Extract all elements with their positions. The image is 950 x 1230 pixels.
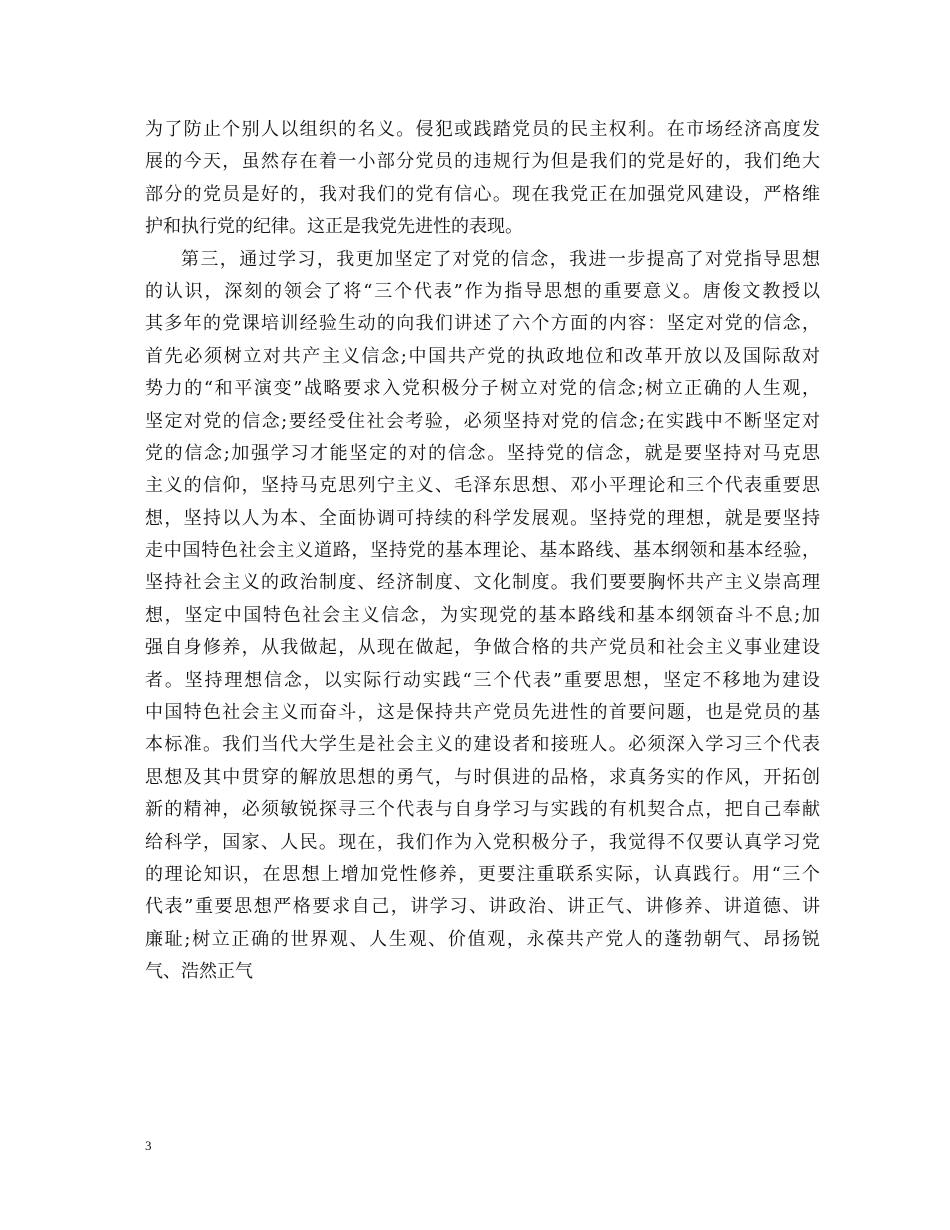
text-line: 廉耻;树立正确的世界观、人生观、价值观，永葆共产党人的蓬勃朝气、昂扬锐: [145, 928, 820, 950]
text-line: 主义的信仰，坚持马克思列宁主义、毛泽东思想、邓小平理论和三个代表重要思: [145, 475, 820, 497]
text-line: 展的今天，虽然存在着一小部分党员的违规行为但是我们的党是好的，我们绝大: [145, 151, 820, 173]
text-line: 党的信念;加强学习才能坚定的对的信念。坚持党的信念，就是要坚持对马克思: [145, 442, 820, 464]
text-line: 走中国特色社会主义道路，坚持党的基本理论、基本路线、基本纲领和基本经验，: [145, 540, 820, 562]
paragraph-1: [145, 114, 820, 244]
text-line: 第三，通过学习，我更加坚定了对党的信念，我进一步提高了对党指导思想: [181, 248, 820, 270]
text-line: 首先必须树立对共产主义信念;中国共产党的执政地位和改革开放以及国际敌对: [145, 345, 820, 367]
text-line: 势力的“和平演变”战略要求入党积极分子树立对党的信念;树立正确的人生观，: [145, 378, 820, 400]
text-line: 为了防止个别人以组织的名义。侵犯或践踏党员的民主权利。在市场经济高度发: [145, 119, 820, 140]
text-line: 者。坚持理想信念，以实际行动实践“三个代表”重要思想，坚定不移地为建设: [145, 669, 820, 691]
text-line: 新的精神，必须敏锐探寻三个代表与自身学习与实践的有机契合点，把自己奉献: [145, 799, 820, 821]
text-line: 护和执行党的纪律。这正是我党先进性的表现。: [145, 216, 523, 238]
text-line: 想，坚持以人为本、全面协调可持续的科学发展观。坚持党的理想，就是要坚持: [145, 507, 820, 529]
page-number: 3: [145, 1138, 152, 1153]
paragraph-2: [145, 244, 820, 989]
text-line: 中国特色社会主义而奋斗，这是保持共产党员先进性的首要问题，也是党员的基: [145, 702, 820, 724]
text-line: 部分的党员是好的，我对我们的党有信心。现在我党正在加强党风建设，严格维: [145, 183, 820, 205]
text-line: 的理论知识，在思想上增加党性修养，更要注重联系实际，认真践行。用“三个: [145, 863, 820, 885]
text-line: 的认识，深刻的领会了将“三个代表”作为指导思想的重要意义。唐俊文教授以: [145, 280, 820, 302]
text-line: 给科学，国家、人民。现在，我们作为入党积极分子，我觉得不仅要认真学习党: [145, 831, 820, 853]
text-line: 其多年的党课培训经验生动的向我们讲述了六个方面的内容：坚定对党的信念，: [145, 313, 820, 335]
text-line: 坚定对党的信念;要经受住社会考验，必须坚持对党的信念;在实践中不断坚定对: [145, 410, 820, 432]
text-line: 想，坚定中国特色社会主义信念，为实现党的基本路线和基本纲领奋斗不息;加: [145, 604, 820, 626]
text-line: 思想及其中贯穿的解放思想的勇气，与时俱进的品格，求真务实的作风，开拓创: [145, 766, 820, 788]
text-line: 坚持社会主义的政治制度、经济制度、文化制度。我们要要胸怀共产主义崇高理: [145, 572, 820, 594]
text-line: 代表”重要思想严格要求自己，讲学习、讲政治、讲正气、讲修养、讲道德、讲: [145, 896, 820, 918]
text-line: 本标准。我们当代大学生是社会主义的建设者和接班人。必须深入学习三个代表: [145, 734, 820, 756]
body-text: [145, 114, 820, 989]
text-line: 气、浩然正气: [145, 961, 253, 983]
text-line: 强自身修养，从我做起，从现在做起，争做合格的共产党员和社会主义事业建设: [145, 637, 820, 659]
